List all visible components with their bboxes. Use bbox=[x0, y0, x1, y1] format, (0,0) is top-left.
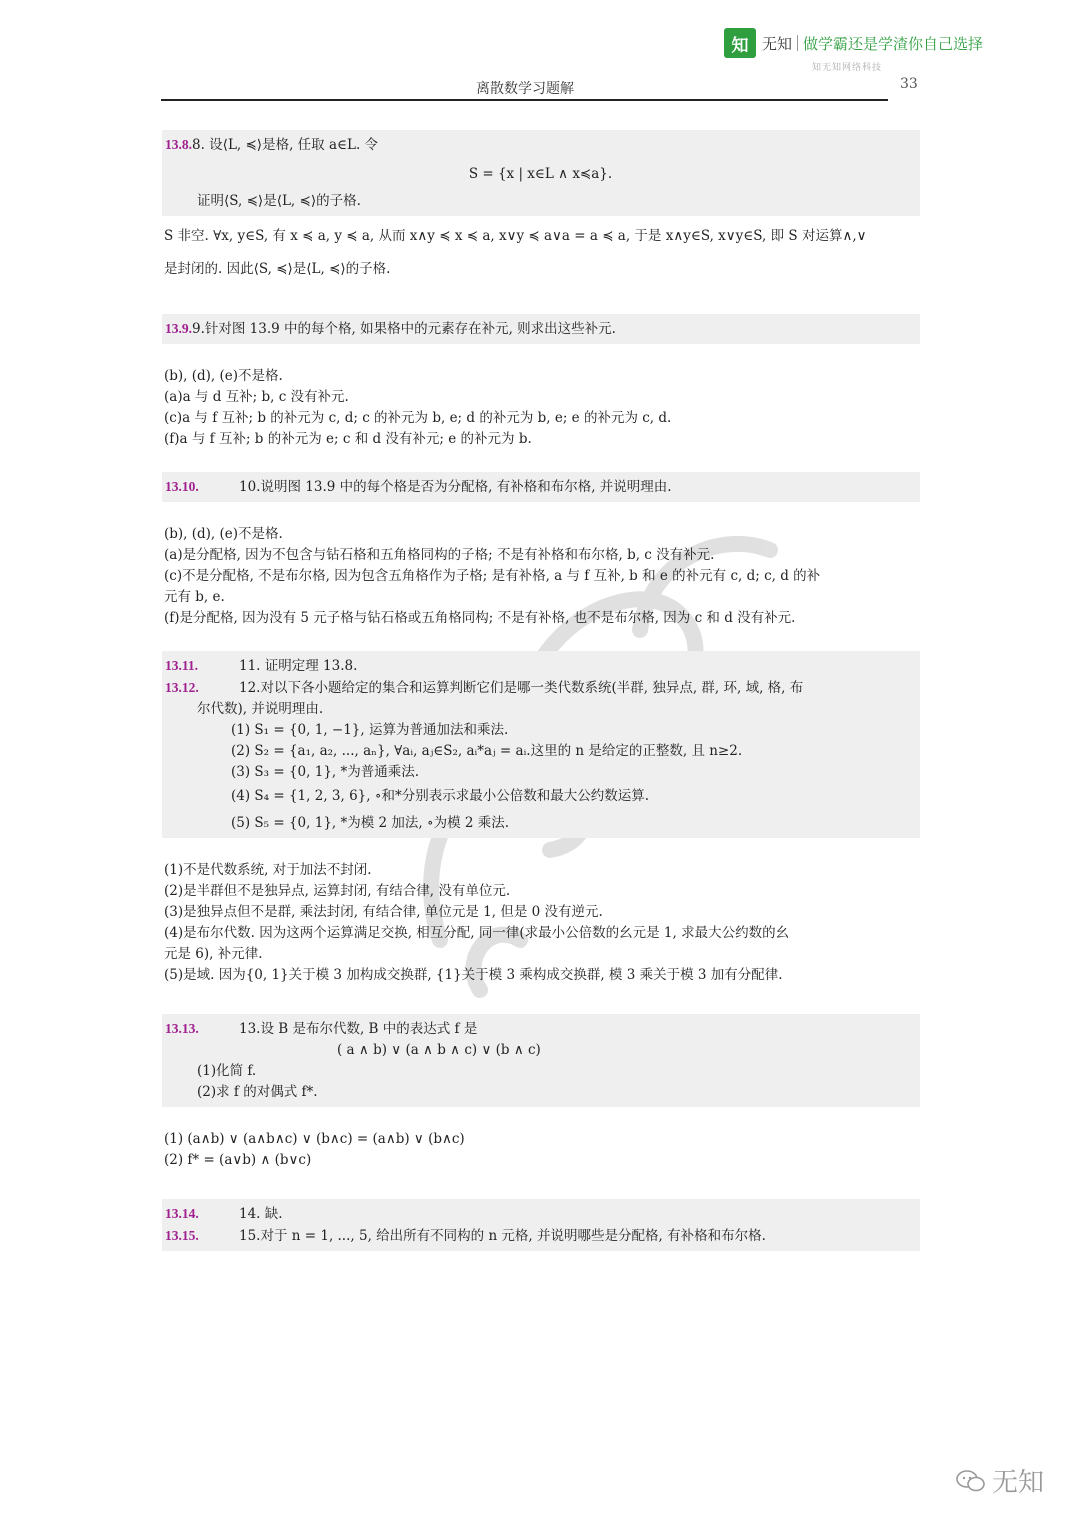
question-number: 13.8. bbox=[165, 137, 192, 152]
question-number: 13.11. bbox=[165, 658, 199, 673]
question-text: 8. 设⟨L, ≼⟩是格, 任取 a∈L. 令 bbox=[192, 137, 379, 153]
question-text: 10.说明图 13.9 中的每个格是否为分配格, 有补格和布尔格, 并说明理由. bbox=[239, 479, 672, 495]
question-text: 11. 证明定理 13.8. bbox=[239, 658, 358, 674]
question-13-9 bbox=[162, 314, 920, 344]
question-prove-text: 证明⟨S, ≼⟩是⟨L, ≼⟩的子格. bbox=[197, 193, 361, 209]
answer-line: (a)是分配格, 因为不包含与钻石格和五角格同构的子格; 不是有补格和布尔格, b, c 没有补元. bbox=[164, 547, 715, 563]
answer-13-10 bbox=[162, 524, 920, 629]
answer-line: 元有 b, e. bbox=[164, 589, 225, 605]
question-text: 12.对以下各小题给定的集合和运算判断它们是哪一类代数系统(半群, 独异点, 群, 环, 域, 格, 布 bbox=[239, 680, 804, 696]
answer-line: 元是 6), 补元律. bbox=[164, 946, 263, 962]
question-13-15 bbox=[165, 1225, 916, 1247]
question-13-13 bbox=[162, 1014, 920, 1107]
footer-brand-name: 无知 bbox=[991, 1468, 1044, 1498]
wechat-icon bbox=[956, 1470, 986, 1492]
brand-logo-icon: 知 bbox=[724, 28, 756, 58]
question-13-10 bbox=[162, 472, 920, 502]
question-13-11 bbox=[165, 655, 916, 677]
answer-line: (2)是半群但不是独异点, 运算封闭, 有结合律, 没有单位元. bbox=[164, 883, 511, 899]
answer-13-12 bbox=[162, 860, 920, 986]
answer-line: (5)是域. 因为{0, 1}关于模 3 加构成交换群, {1}关于模 3 乘构成交换群, 模 3 乘关于模 3 加有分配律. bbox=[164, 967, 783, 983]
question-sub-item: (1) S₁ = {0, 1, −1}, 运算为普通加法和乘法. bbox=[231, 722, 509, 738]
answer-line: (4)是布尔代数. 因为这两个运算满足交换, 相互分配, 同一律(求最小公倍数的幺元是 1, 求最大公约数的幺 bbox=[164, 925, 790, 941]
answer-line: (f)a 与 f 互补; b 的补元为 e; c 和 d 没有补元; e 的补元为 b. bbox=[164, 431, 532, 447]
question-13-11-13-12 bbox=[162, 651, 920, 838]
question-sub-item: (2)求 f 的对偶式 f*. bbox=[197, 1084, 318, 1100]
question-sub-item: (5) S₅ = {0, 1}, *为模 2 加法, ∘为模 2 乘法. bbox=[231, 815, 510, 831]
brand-subtitle: 知无知网络科技 bbox=[812, 63, 883, 73]
question-sub-item: (1)化简 f. bbox=[197, 1063, 257, 1079]
question-text: 15.对于 n = 1, ..., 5, 给出所有不同构的 n 元格, 并说明哪些是分配格, 有补格和布尔格. bbox=[239, 1228, 766, 1244]
answer-13-8 bbox=[162, 220, 920, 286]
question-number: 13.10. bbox=[165, 479, 199, 494]
question-number: 13.14. bbox=[165, 1206, 199, 1221]
answer-line: (1)不是代数系统, 对于加法不封闭. bbox=[164, 862, 372, 878]
document-body bbox=[162, 130, 920, 1251]
answer-line: (3)是独异点但不是群, 乘法封闭, 有结合律, 单位元是 1, 但是 0 没有逆元. bbox=[164, 904, 603, 920]
page-header-title: 离散数学习题解 bbox=[476, 81, 574, 97]
question-13-8 bbox=[162, 130, 920, 216]
question-number: 13.13. bbox=[165, 1021, 199, 1036]
question-number: 13.12. bbox=[165, 680, 199, 695]
header-rule bbox=[161, 99, 888, 101]
answer-line: (c)a 与 f 互补; b 的补元为 c, d; c 的补元为 b, e; d 的补元为 b, e; e 的补元为 c, d. bbox=[164, 410, 672, 426]
question-13-14 bbox=[165, 1203, 916, 1225]
brand-slogan: 做学霸还是学渣你自己选择 bbox=[803, 34, 984, 53]
question-text-continued: 尔代数), 并说明理由. bbox=[197, 701, 324, 717]
answer-line: (f)是分配格, 因为没有 5 元子格与钻石格或五角格同构; 不是有补格, 也不是布尔格, 因为 c 和 d 没有补元. bbox=[164, 610, 796, 626]
question-sub-item: (4) S₄ = {1, 2, 3, 6}, ∘和*分别表示求最小公倍数和最大公约数运算. bbox=[231, 788, 649, 804]
question-sub-item: (2) S₂ = {a₁, a₂, ..., aₙ}, ∀aᵢ, aⱼ∈S₂, aᵢ*aⱼ = aᵢ.这里的 n 是给定的正整数, 且 n≥2. bbox=[231, 743, 743, 759]
question-13-14-13-15 bbox=[162, 1199, 920, 1251]
question-number: 13.9. bbox=[165, 321, 192, 336]
footer-brand bbox=[956, 1462, 1044, 1499]
brand-name: 无知 bbox=[762, 34, 793, 53]
answer-line: (b), (d), (e)不是格. bbox=[164, 368, 283, 384]
question-text: 14. 缺. bbox=[239, 1206, 283, 1222]
answer-line: S 非空. ∀x, y∈S, 有 x ≼ a, y ≼ a, 从而 x∧y ≼ x ≼ a, x∨y ≼ a∨a = a ≼ a, 于是 x∧y∈S, x∨y∈S, 即 S 对运算∧,∨ bbox=[164, 228, 867, 244]
question-sub-item: (3) S₃ = {0, 1}, *为普通乘法. bbox=[231, 764, 420, 780]
answer-13-9 bbox=[162, 366, 920, 450]
page-number: 33 bbox=[900, 76, 918, 92]
answer-line: (b), (d), (e)不是格. bbox=[164, 526, 283, 542]
question-number: 13.15. bbox=[165, 1228, 199, 1243]
brand-logo bbox=[724, 28, 983, 58]
answer-line: (a)a 与 d 互补; b, c 没有补元. bbox=[164, 389, 349, 405]
question-formula: ( a ∧ b) ∨ (a ∧ b ∧ c) ∨ (b ∧ c) bbox=[337, 1042, 541, 1058]
answer-13-13 bbox=[162, 1129, 920, 1171]
question-text: 9.针对图 13.9 中的每个格, 如果格中的元素存在补元, 则求出这些补元. bbox=[192, 321, 616, 337]
answer-line: 是封闭的. 因此⟨S, ≼⟩是⟨L, ≼⟩的子格. bbox=[164, 261, 391, 277]
answer-line: (2) f* = (a∨b) ∧ (b∨c) bbox=[164, 1152, 312, 1168]
answer-line: (c)不是分配格, 不是布尔格, 因为包含五角格作为子格; 是有补格, a 与 f 互补, b 和 e 的补元有 c, d; c, d 的补 bbox=[164, 568, 821, 584]
brand-divider bbox=[797, 35, 798, 51]
question-text: 13.设 B 是布尔代数, B 中的表达式 f 是 bbox=[239, 1021, 478, 1037]
question-formula: S = {x | x∈L ∧ x≼a}. bbox=[468, 166, 613, 182]
question-13-12 bbox=[165, 677, 916, 699]
answer-line: (1) (a∧b) ∨ (a∧b∧c) ∨ (b∧c) = (a∧b) ∨ (b∧c) bbox=[164, 1131, 465, 1147]
